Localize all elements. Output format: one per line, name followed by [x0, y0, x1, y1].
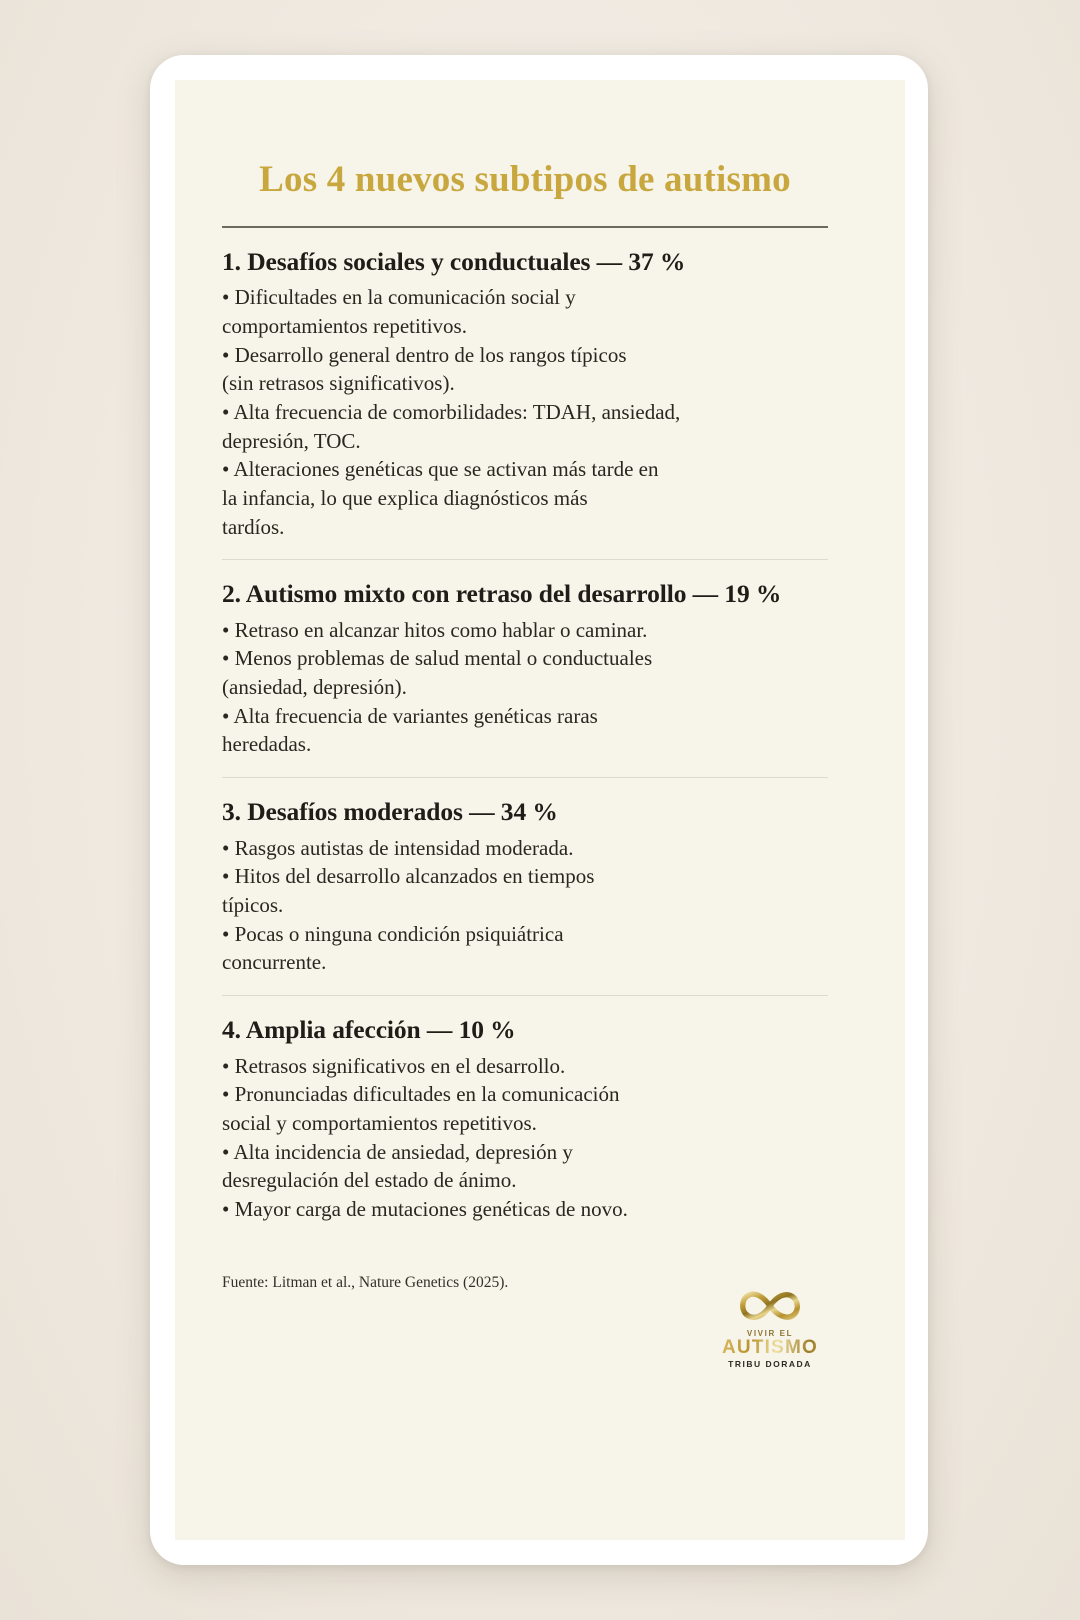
list-item: • Mayor carga de mutaciones genéticas de novo. — [222, 1196, 628, 1221]
section-1 — [222, 228, 828, 542]
list-item: • Alta incidencia de ansiedad, depresión y desregulación del estado de ánimo. — [222, 1139, 573, 1193]
section-3 — [222, 759, 828, 977]
logo-wordmark: AUTISMO — [706, 1338, 834, 1358]
list-item: • Pronunciadas dificultades en la comunicación social y comportamientos repetitivos. — [222, 1082, 620, 1135]
section-4-heading: 4. Amplia afección — 10 % — [222, 1015, 516, 1044]
list-item: • Pocas o ninguna condición psiquiátrica concurrente. — [222, 921, 564, 975]
section-3-heading: 3. Desafíos moderados — 34 % — [222, 797, 558, 827]
page-title: Los 4 nuevos subtipos de autismo — [259, 159, 791, 200]
list-item: • Hitos del desarrollo alcanzados en tiempos típicos. — [222, 864, 595, 918]
list-item: • Alta frecuencia de variantes genéticas raras heredadas. — [222, 703, 598, 757]
section-4-bullets — [222, 1052, 828, 1224]
section-2-bullets — [222, 616, 828, 759]
brand-logo — [706, 1284, 834, 1369]
list-item: • Desarrollo general dentro de los rangos típicos (sin retrasos significativos). — [222, 342, 627, 396]
section-2 — [222, 541, 828, 759]
card-footer — [222, 1272, 828, 1442]
source-citation: Fuente: Litman et al., Nature Genetics (2025). — [222, 1273, 509, 1291]
section-4 — [222, 977, 828, 1224]
section-2-heading: 2. Autismo mixto con retraso del desarrollo — 19 % — [222, 579, 782, 609]
section-1-bullets — [222, 283, 828, 541]
logo-tagline-top: VIVIR EL — [746, 1328, 794, 1338]
list-item: • Dificultades en la comunicación social y comportamientos repetitivos. — [222, 285, 576, 338]
section-1-heading: 1. Desafíos sociales y conductuales — 37 % — [222, 246, 686, 276]
list-item: • Alteraciones genéticas que se activan más tarde en la infancia, lo que explica diagnósticos más tardíos. — [222, 457, 659, 539]
section-3-bullets — [222, 834, 828, 977]
infinity-icon — [731, 1284, 809, 1328]
card-content — [222, 80, 828, 1442]
list-item: • Rasgos autistas de intensidad moderada. — [222, 835, 574, 860]
infographic-card — [175, 80, 905, 1540]
logo-tagline-bottom: TRIBU DORADA — [728, 1358, 812, 1369]
section-divider — [222, 777, 828, 778]
section-divider — [222, 559, 828, 560]
list-item: • Retrasos significativos en el desarrollo. — [222, 1053, 566, 1078]
list-item: • Retraso en alcanzar hitos como hablar o caminar. — [222, 617, 648, 642]
list-item: • Alta frecuencia de comorbilidades: TDAH, ansiedad, depresión, TOC. — [222, 399, 681, 453]
list-item: • Menos problemas de salud mental o conductuales (ansiedad, depresión). — [222, 646, 653, 700]
section-divider — [222, 995, 828, 996]
